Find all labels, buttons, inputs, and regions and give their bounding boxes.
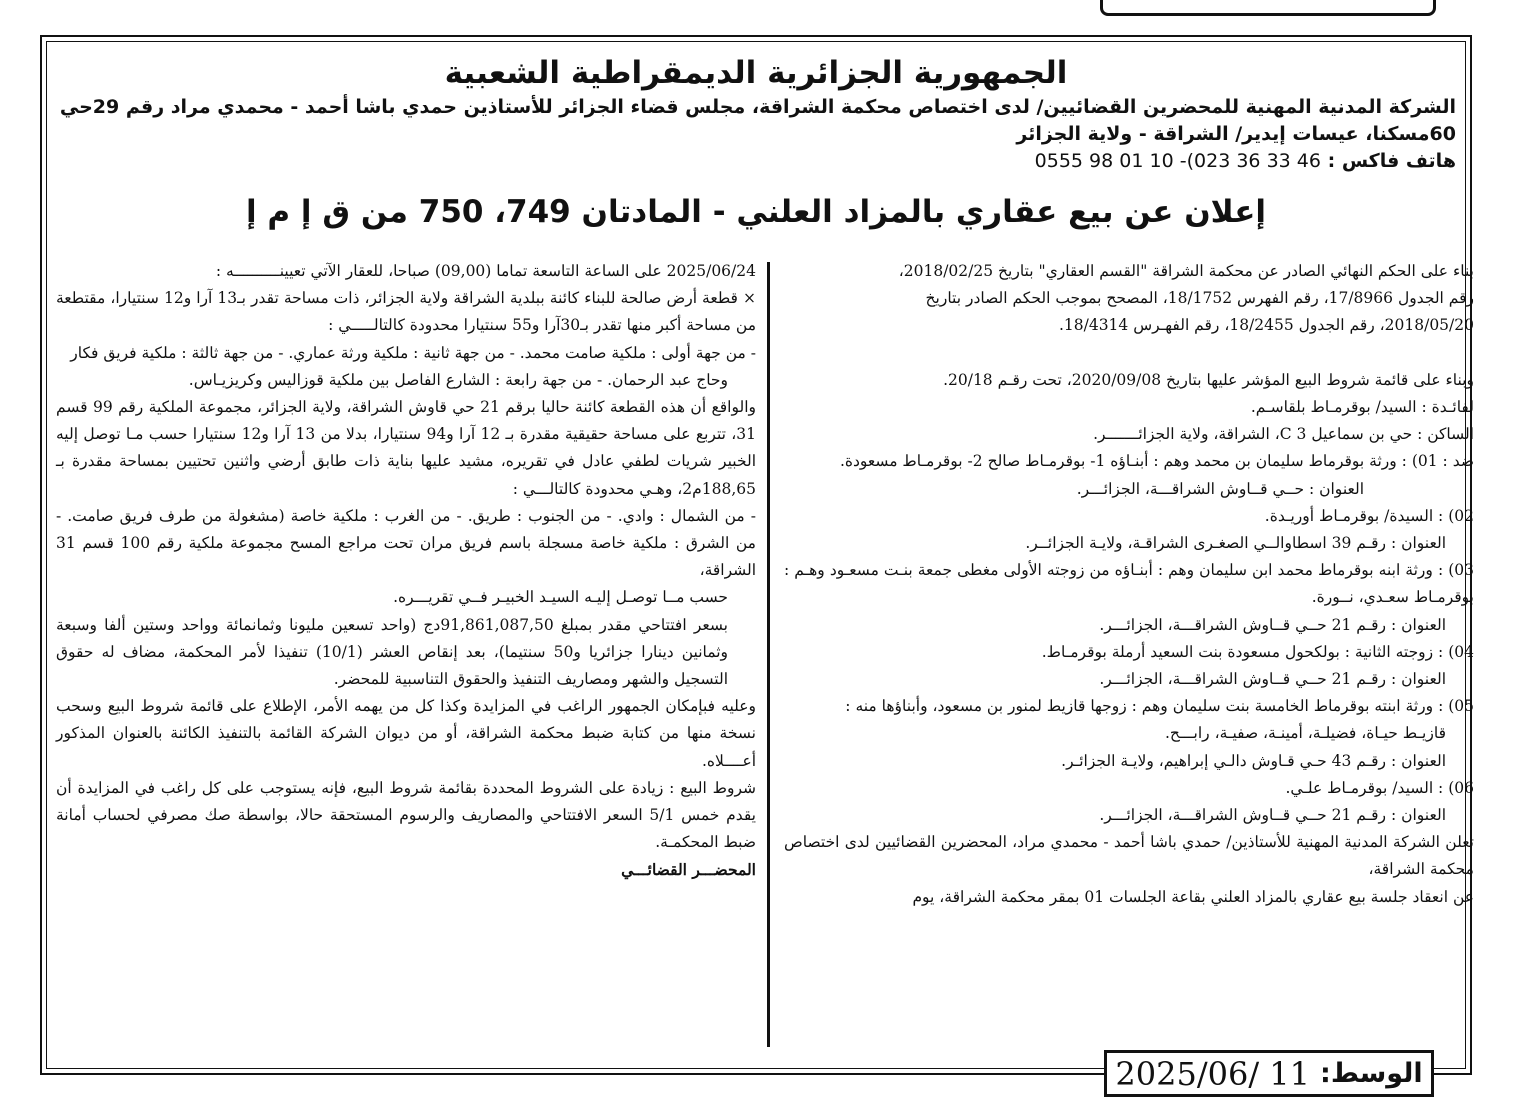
paragraph: وعليه فبإمكان الجمهور الراغب في المزايدة وكذا كل من يهمه الأمر، الإطلاع على قائمة شروط البيع وسحب نسخة منها من كتابة ضبط محكمة الشراقة، أو من ديوان الشركة القائمة بالتنفيذ الكائنة بالعنوان المذكور أعــــلاه.: [56, 697, 756, 770]
paragraph: تعلن الشركة المدنية المهنية للأستاذين/ حمدي باشا أحمد - محمدي مراد، المحضرين القضائيين لدى اختصاص محكمة الشراقة،: [784, 833, 1474, 879]
company-line-2: 60مسكنا، عيسات إيدير/ الشراقة - ولاية الجزائر: [1016, 123, 1456, 145]
company-line-1: الشركة المدنية المهنية للمحضرين القضائيين/ لدى اختصاص محكمة الشراقة، مجلس قضاء الجزائر للأستاذين حمدي باشا أحمد - محمدي مراد رقم 29حي: [59, 96, 1456, 118]
address-line: العنوان : رقـم 21 حــي قــاوش الشراقـــة، الجزائـــر.: [1099, 670, 1446, 689]
paragraph: وحاج عبد الرحمان. - من جهة رابعة : الشارع الفاصل بين ملكية قوزاليس وكريزيـاس.: [188, 370, 728, 389]
paragraph: عن انعقاد جلسة بيع عقاري بالمزاد العلني بقاعة الجلسات 01 بمقر محكمة الشراقة، يوم: [912, 887, 1474, 906]
party-line: 04) : زوجته الثانية : بولكحول مسعودة بنت السعيد أرملة بوقرمـاط.: [1041, 642, 1474, 661]
paragraph: × قطعة أرض صالحة للبناء كائنة ببلدية الشراقة ولاية الجزائر، ذات مساحة تقدر بـ13 آرا و12 سنتيارا، مقتطعة من مساحة أكبر منها تقدر بـ30آرا و55 سنتيارا محدودة كالتالـــــي :: [56, 289, 757, 335]
address-line: العنوان : رقـم 39 اسطاوالــي الصغـرى الشراقـة، ولايـة الجزائــر.: [1025, 534, 1446, 553]
newspaper-name: الوسط:: [1320, 1058, 1423, 1089]
paragraph: والواقع أن هذه القطعة كائنة حاليا برقم 21 حي قاوش الشراقة، ولاية الجزائر، مجموعة الملكية رقم 99 قسم 31، تتربع على مساحة حقيقية مقدرة بـ 12 آرا و94 سنتيارا، بدلا من 13 آرا و12 سنتيارا حسب مـا توصل إليه الخبير شريات لطفي عادل في تقريره، مشيد عليها بناية ذات طابق أرضي واثنين تحتيين بمساحة مقدرة بـ 188,65م2، وهـي محدودة كالتالـــي :: [56, 398, 757, 498]
paragraph: بناء على الحكم النهائي الصادر عن محكمة الشراقة "القسم العقاري" بتاريخ 2018/02/25،: [898, 262, 1474, 280]
paragraph: 2025/06/24 على الساعة التاسعة تماما (09,00) صباحا، للعقار الآتي تعيينــــــــــه :: [215, 262, 756, 280]
ad-title: إعلان عن بيع عقاري بالمزاد العلني - المادتان 749، 750 من ق إ م إ: [246, 194, 1266, 230]
republic-title: الجمهورية الجزائرية الديمقراطية الشعبية: [444, 55, 1068, 91]
paragraph: - من جهة أولى : ملكية صامت محمد. - من جهة ثانية : ملكية ورثة عماري. - من جهة ثالثة : ملكية فريق فكار: [70, 343, 756, 362]
address-line: العنوان : رقـم 21 حــي قــاوش الشراقـــة، الجزائـــر.: [1099, 806, 1446, 825]
bailiff-signature: المحضـــر القضائـــي: [621, 860, 756, 880]
column-divider: [767, 262, 770, 1047]
party-line: 03) : ورثة ابنه بوقرماط محمد ابن سليمان وهم : أبنـاؤه من زوجته الأولى مغطى جمعة بنـت مسعـود وهـم : بوقرمـاط سعـدي، نــورة.: [784, 561, 1474, 607]
phone-line: [56, 148, 1456, 175]
party-line: 02) : السيدة/ بوقرمـاط أوريـدة.: [1264, 506, 1474, 525]
paragraph: 2018/05/20، رقم الجدول 18/2455، رقم الفهـرس 18/4314.: [1058, 316, 1474, 335]
paragraph: رقم الجدول 17/8966، رقم الفهرس 18/1752، المصحح بموجب الحكم الصادر بتاريخ: [925, 289, 1474, 308]
ad-header: [56, 52, 1456, 175]
address-line: العنوان : رقـم 43 حـي قـاوش دالـي إبراهيم، ولايـة الجزائـر.: [1061, 751, 1446, 770]
phone-label: هاتف فاكس :: [1327, 150, 1456, 172]
names-line: قازيـط حيـاة، فضيلـة، أمينـة، صفيـة، رابـــح.: [1165, 724, 1446, 743]
paragraph: ضد : 01) : ورثة بوقرماط سليمان بن محمد وهم : أبنـاؤه 1- بوقرمـاط صالح 2- بوقرمـاط مسعودة.: [839, 452, 1474, 471]
paragraph: - من الشمال : وادي. - من الجنوب : طريق. - من الغرب : ملكية خاصة (مشغولة من طرف فريق صامت. - من الشرق : ملكية خاصة مسجلة باسم فريق مران تحت مراجع المسح مجموعة ملكية رقم 100 قسم 31 الشراقة،: [56, 506, 756, 580]
issue-date: 2025/06/ 11: [1115, 1054, 1311, 1093]
party-line: 05) : ورثة ابنته بوقرماط الخامسة بنت سليمان وهم : زوجها قازيط لمنور بن مسعود، وأبناؤها منه :: [845, 697, 1474, 716]
paragraph: لفائـدة : السيد/ بوقرمـاط بلقاسـم.: [1250, 398, 1474, 417]
paragraph: بسعر افتتاحي مقدر بمبلغ 91,861,087,50دج (واحد تسعين مليونا وثمانمائة وواحد وستين ألفا وسبعة وثمانين دينارا جزائريا و50 سنتيما)، بعد إنقاص العشر (10/1) تنفيذا لأمر المحكمة، مضاف له حقوق التسجيل والشهر ومصاريف التنفيذ والحقوق التناسبية للمحضر.: [56, 615, 729, 689]
address-line: العنوان : رقـم 21 حــي قــاوش الشراقـــة، الجزائـــر.: [1099, 615, 1446, 634]
party-line: 06) : السيد/ بوقرمـاط علـي.: [1285, 778, 1474, 797]
paragraph: حسب مــا توصـل إليـه السيـد الخبيـر فــي تقريـــره.: [393, 588, 728, 607]
paragraph: شروط البيع : زيادة على الشروط المحددة بقائمة شروط البيع، فإنه يستوجب على كل راغب في المزايدة أن يقدم خمس 5/1 السعر الافتتاحي والمصاريف والرسوم المستحقة حالا، بواسطة صك مصرفي لحساب أمانة ضبط المحكمـة.: [56, 778, 756, 852]
newspaper-date-box: [1104, 1050, 1434, 1097]
phone-value: 46 33 36 023)- 10 01 98 0555: [1034, 150, 1321, 172]
left-column: [56, 258, 756, 884]
right-column: [784, 258, 1474, 911]
spacer: [784, 340, 1474, 367]
paragraph: الساكن : حي بن سماعيل 3 C، الشراقة، ولاية الجزائـــــــر.: [1093, 425, 1474, 444]
paragraph: وبناء على قائمة شروط البيع المؤشر عليها بتاريخ 2020/09/08، تحت رقـم 20/18.: [943, 370, 1474, 389]
top-tab-decoration: [1100, 0, 1436, 16]
address-line: العنوان : حــي قــاوش الشراقـــة، الجزائـــر.: [1076, 479, 1364, 498]
